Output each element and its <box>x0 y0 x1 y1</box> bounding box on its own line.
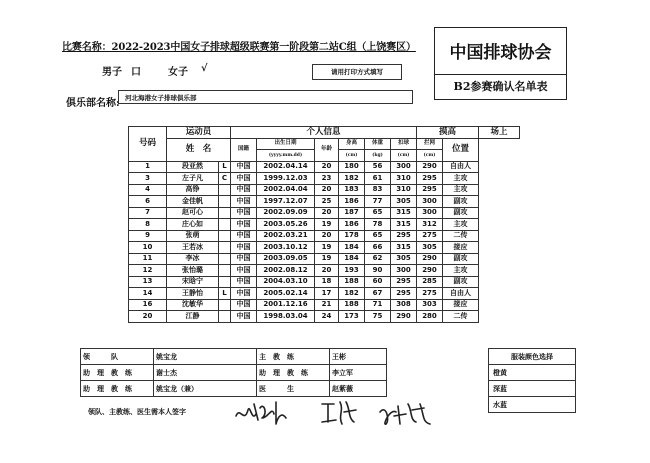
player-position: 接应 <box>443 242 479 254</box>
player-weight: 56 <box>365 161 391 173</box>
player-number: 10 <box>129 242 167 254</box>
player-height: 182 <box>339 288 365 300</box>
player-nationality: 中国 <box>231 311 257 323</box>
header-reach: 摸高 <box>417 127 479 139</box>
head-coach-label: 主 教 练 <box>257 349 330 365</box>
gender-female-checkmark: √ <box>201 63 208 74</box>
header-position: 场上 <box>479 127 520 139</box>
player-spike-reach: 308 <box>391 299 417 311</box>
signature-head-coach <box>318 396 358 428</box>
player-age: 19 <box>315 242 339 254</box>
player-height: 186 <box>339 219 365 231</box>
player-position: 二传 <box>443 230 479 242</box>
player-height: 183 <box>339 184 365 196</box>
player-age: 25 <box>315 196 339 208</box>
header-row-2 <box>129 138 520 150</box>
header-birth-format: (yyyy.mm.dd) <box>257 150 315 162</box>
form-name-box <box>434 73 567 100</box>
player-weight: 67 <box>365 288 391 300</box>
player-nationality: 中国 <box>231 207 257 219</box>
player-number: 20 <box>129 311 167 323</box>
player-weight: 90 <box>365 265 391 277</box>
roster-table <box>128 126 520 323</box>
table-row <box>129 184 520 196</box>
player-weight: 77 <box>365 196 391 208</box>
team-leader-label: 领 队 <box>81 349 154 365</box>
player-weight: 60 <box>365 276 391 288</box>
uniform-color-caption: 服装颜色选择 <box>489 349 576 365</box>
player-block-reach: 303 <box>417 299 443 311</box>
team-leader-name: 姚宝龙 <box>154 349 257 365</box>
player-number: 14 <box>129 288 167 300</box>
header-weight-unit: (kg) <box>365 150 391 162</box>
player-position: 主攻 <box>443 173 479 185</box>
header-personal-info: 个人信息 <box>231 127 417 139</box>
player-name: 张萌 <box>167 230 219 242</box>
player-height: 182 <box>339 173 365 185</box>
header-block: 拦网 <box>417 138 443 150</box>
player-name: 左子凡 <box>167 173 219 185</box>
player-weight: 65 <box>365 230 391 242</box>
table-row <box>129 242 520 254</box>
player-block-reach: 295 <box>417 173 443 185</box>
player-name: 王若冰 <box>167 242 219 254</box>
doctor-name: 赵紫薇 <box>330 381 387 397</box>
table-row <box>129 253 520 265</box>
player-age: 23 <box>315 173 339 185</box>
player-nationality: 中国 <box>231 219 257 231</box>
player-block-reach: 275 <box>417 230 443 242</box>
table-row <box>129 196 520 208</box>
table-row <box>129 230 520 242</box>
header-age: 年龄 <box>315 138 339 161</box>
player-spike-reach: 315 <box>391 207 417 219</box>
player-age: 24 <box>315 311 339 323</box>
player-block-reach: 290 <box>417 265 443 277</box>
table-row <box>129 207 520 219</box>
player-name: 沈敏华 <box>167 299 219 311</box>
player-number: 4 <box>129 184 167 196</box>
player-birth-date: 2002.08.12 <box>257 265 315 277</box>
doctor-label: 医 生 <box>257 381 330 397</box>
header-height: 身高 <box>339 138 365 150</box>
player-weight: 83 <box>365 184 391 196</box>
gender-male-label: 男子 <box>102 67 122 78</box>
player-weight: 66 <box>365 242 391 254</box>
player-position: 接应 <box>443 299 479 311</box>
player-role <box>219 219 231 231</box>
table-row <box>129 311 520 323</box>
club-name: 河北海港女子排球俱乐部 <box>118 90 413 104</box>
gender-male-checkbox: 口 <box>131 67 141 78</box>
player-spike-reach: 315 <box>391 242 417 254</box>
player-position: 副攻 <box>443 276 479 288</box>
player-role <box>219 253 231 265</box>
player-position: 副攻 <box>443 196 479 208</box>
player-age: 19 <box>315 219 339 231</box>
staff-row <box>81 349 387 365</box>
player-position: 二传 <box>443 311 479 323</box>
player-role: L <box>219 288 231 300</box>
player-birth-date: 2001.12.16 <box>257 299 315 311</box>
player-position: 副攻 <box>443 253 479 265</box>
player-role <box>219 207 231 219</box>
player-birth-date: 2002.04.14 <box>257 161 315 173</box>
player-birth-date: 2002.04.04 <box>257 184 315 196</box>
player-name: 江静 <box>167 311 219 323</box>
player-age: 20 <box>315 184 339 196</box>
player-weight: 62 <box>365 253 391 265</box>
player-block-reach: 312 <box>417 219 443 231</box>
player-birth-date: 1998.03.04 <box>257 311 315 323</box>
player-nationality: 中国 <box>231 173 257 185</box>
signature-doctor <box>376 398 434 430</box>
player-block-reach: 280 <box>417 311 443 323</box>
player-name: 李冰 <box>167 253 219 265</box>
player-position: 自由人 <box>443 288 479 300</box>
player-weight: 65 <box>365 207 391 219</box>
table-row <box>129 265 520 277</box>
header-athlete: 运动员 <box>167 127 231 139</box>
player-role <box>219 184 231 196</box>
player-number: 7 <box>129 207 167 219</box>
player-number: 16 <box>129 299 167 311</box>
player-height: 184 <box>339 242 365 254</box>
player-birth-date: 2002.09.09 <box>257 207 315 219</box>
player-role <box>219 196 231 208</box>
player-spike-reach: 300 <box>391 161 417 173</box>
player-nationality: 中国 <box>231 253 257 265</box>
player-number: 3 <box>129 173 167 185</box>
player-name: 庄心如 <box>167 219 219 231</box>
player-block-reach: 305 <box>417 242 443 254</box>
assistant-coach-label: 助 理 教 练 <box>81 381 154 397</box>
signature-note: 领队、主教练、医生需本人签字 <box>88 407 186 416</box>
header-weight: 体重 <box>365 138 391 150</box>
signature-team-leader <box>232 396 290 430</box>
staff-table <box>80 348 387 397</box>
player-number: 9 <box>129 230 167 242</box>
table-row <box>129 288 520 300</box>
header-spike: 扣球 <box>391 138 417 150</box>
player-height: 173 <box>339 311 365 323</box>
player-age: 20 <box>315 230 339 242</box>
player-weight: 61 <box>365 173 391 185</box>
header-nationality: 国籍 <box>231 138 257 161</box>
player-height: 188 <box>339 299 365 311</box>
player-age: 21 <box>315 299 339 311</box>
player-name: 张怡璐 <box>167 265 219 277</box>
player-spike-reach: 290 <box>391 311 417 323</box>
player-name: 赵可心 <box>167 207 219 219</box>
organization-box <box>434 27 567 75</box>
player-number: 1 <box>129 161 167 173</box>
player-spike-reach: 295 <box>391 276 417 288</box>
player-role <box>219 242 231 254</box>
player-spike-reach: 295 <box>391 230 417 242</box>
staff-row <box>81 365 387 381</box>
header-spike-unit: (cm) <box>391 150 417 162</box>
table-row <box>129 161 520 173</box>
player-spike-reach: 305 <box>391 196 417 208</box>
head-coach-name: 王彬 <box>330 349 387 365</box>
player-position: 主攻 <box>443 184 479 196</box>
player-number: 8 <box>129 219 167 231</box>
player-number: 6 <box>129 196 167 208</box>
print-note: 请用打印方式填写 <box>312 64 402 80</box>
player-block-reach: 285 <box>417 276 443 288</box>
player-nationality: 中国 <box>231 230 257 242</box>
player-nationality: 中国 <box>231 276 257 288</box>
player-weight: 71 <box>365 299 391 311</box>
gender-female-label: 女子 <box>168 67 188 78</box>
player-nationality: 中国 <box>231 265 257 277</box>
player-block-reach: 295 <box>417 184 443 196</box>
player-age: 18 <box>315 276 339 288</box>
uniform-color-option: 橙黄 <box>489 365 576 381</box>
player-block-reach: 290 <box>417 253 443 265</box>
player-weight: 75 <box>365 311 391 323</box>
player-nationality: 中国 <box>231 288 257 300</box>
player-role <box>219 276 231 288</box>
player-position: 副攻 <box>443 207 479 219</box>
organization-name: 中国排球协会 <box>449 43 552 63</box>
player-position: 主攻 <box>443 265 479 277</box>
uniform-color-table <box>488 348 576 413</box>
player-spike-reach: 310 <box>391 184 417 196</box>
player-nationality: 中国 <box>231 161 257 173</box>
player-height: 187 <box>339 207 365 219</box>
player-name: 金佳帆 <box>167 196 219 208</box>
player-birth-date: 2003.09.05 <box>257 253 315 265</box>
player-number: 11 <box>129 253 167 265</box>
player-number: 12 <box>129 265 167 277</box>
player-position: 主攻 <box>443 219 479 231</box>
player-age: 20 <box>315 207 339 219</box>
uniform-color-option: 水蓝 <box>489 397 576 413</box>
player-spike-reach: 310 <box>391 173 417 185</box>
table-row <box>129 299 520 311</box>
player-block-reach: 300 <box>417 196 443 208</box>
player-nationality: 中国 <box>231 196 257 208</box>
player-nationality: 中国 <box>231 184 257 196</box>
table-row <box>129 173 520 185</box>
player-name: 王静怡 <box>167 288 219 300</box>
header-row-1 <box>129 127 520 139</box>
header-number: 号码 <box>129 127 167 162</box>
player-block-reach: 300 <box>417 207 443 219</box>
player-birth-date: 2002.03.21 <box>257 230 315 242</box>
assistant-coach-name: 谢士杰 <box>154 365 257 381</box>
player-age: 20 <box>315 265 339 277</box>
header-birth-date: 出生日期 <box>257 138 315 150</box>
player-nationality: 中国 <box>231 242 257 254</box>
event-title: 比赛名称：2022-2023中国女子排球超级联赛第一阶段第二站C组（上饶赛区） <box>62 42 416 53</box>
player-name: 高铮 <box>167 184 219 196</box>
player-role <box>219 299 231 311</box>
player-spike-reach: 315 <box>391 219 417 231</box>
header-height-unit: (cm) <box>339 150 365 162</box>
player-role <box>219 230 231 242</box>
header-athlete-name: 姓 名 <box>167 138 231 161</box>
uniform-color-option: 深蓝 <box>489 381 576 397</box>
player-position: 自由人 <box>443 161 479 173</box>
club-label: 俱乐部名称: <box>66 98 120 109</box>
player-birth-date: 1999.12.03 <box>257 173 315 185</box>
player-spike-reach: 305 <box>391 253 417 265</box>
assistant-coach-name: 姚宝龙（兼） <box>154 381 257 397</box>
player-name: 段亚然 <box>167 161 219 173</box>
player-role <box>219 311 231 323</box>
assistant-coach-name: 李立军 <box>330 365 387 381</box>
player-height: 188 <box>339 276 365 288</box>
player-weight: 78 <box>365 219 391 231</box>
player-height: 186 <box>339 196 365 208</box>
player-age: 20 <box>315 161 339 173</box>
player-spike-reach: 300 <box>391 265 417 277</box>
player-birth-date: 2005.02.14 <box>257 288 315 300</box>
player-block-reach: 275 <box>417 288 443 300</box>
assistant-coach-label: 助 理 教 练 <box>257 365 330 381</box>
player-height: 184 <box>339 253 365 265</box>
player-birth-date: 2003.10.12 <box>257 242 315 254</box>
table-row <box>129 276 520 288</box>
player-role: C <box>219 173 231 185</box>
player-height: 178 <box>339 230 365 242</box>
player-height: 193 <box>339 265 365 277</box>
form-name: B2参赛确认名单表 <box>453 80 548 93</box>
player-birth-date: 1997.12.07 <box>257 196 315 208</box>
player-spike-reach: 295 <box>391 288 417 300</box>
player-nationality: 中国 <box>231 299 257 311</box>
player-block-reach: 290 <box>417 161 443 173</box>
player-height: 180 <box>339 161 365 173</box>
player-number: 13 <box>129 276 167 288</box>
player-age: 19 <box>315 253 339 265</box>
player-birth-date: 2003.05.26 <box>257 219 315 231</box>
staff-row <box>81 381 387 397</box>
player-age: 17 <box>315 288 339 300</box>
table-row <box>129 219 520 231</box>
roster-body <box>129 161 520 322</box>
player-role <box>219 265 231 277</box>
assistant-coach-label: 助 理 教 练 <box>81 365 154 381</box>
player-role: L <box>219 161 231 173</box>
header-position-2: 位置 <box>443 138 479 161</box>
header-block-unit: (cm) <box>417 150 443 162</box>
player-name: 宋晗宁 <box>167 276 219 288</box>
player-birth-date: 2004.03.10 <box>257 276 315 288</box>
